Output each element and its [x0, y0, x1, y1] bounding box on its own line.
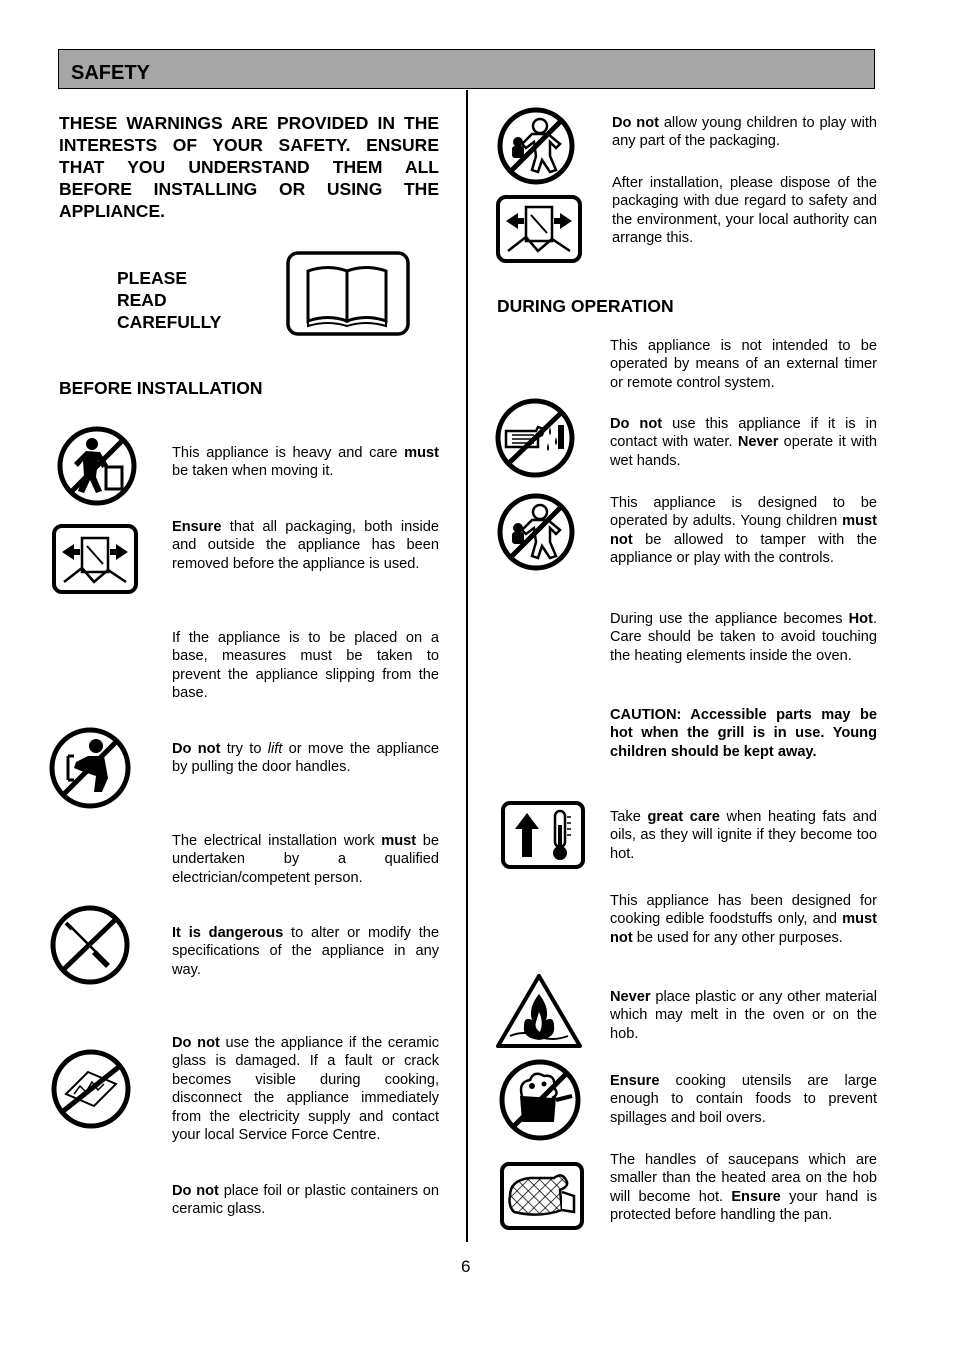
section-header [58, 49, 875, 89]
oven-glove-icon [500, 1162, 584, 1230]
fire-hazard-icon [494, 972, 584, 1050]
food-only-text: This appliance has been designed for cooking edible foodstuffs only, and must not be used for any other purposes. [610, 893, 877, 946]
hot-fats-text: Take great care when heating fats and oils, as they will ignite if they become too hot. [610, 809, 877, 862]
no-child-play-icon [496, 106, 576, 186]
timer-text: This appliance is not intended to be operated by means of an external timer or remote control system. [610, 338, 877, 391]
packaging-disposal-icon [496, 195, 582, 263]
open-book-icon [286, 251, 410, 336]
heavy-lifting-icon [56, 425, 138, 507]
no-plastic-text: Never place plastic or any other material which may melt in the oven or on the hob. [610, 989, 877, 1042]
section-title: SAFETY [71, 62, 150, 84]
large-utensils-text: Ensure cooking utensils are large enough to contain foods to prevent spillages and boil overs. [610, 1073, 877, 1126]
children-packaging-text: Do not allow young children to play with any part of the packaging. [612, 115, 877, 150]
column-divider [466, 90, 468, 1242]
no-child-tamper-icon [496, 492, 576, 572]
base-text: If the appliance is to be placed on a base, measures must be taken to prevent the appliance slipping from the base. [172, 630, 439, 702]
no-wet-hands-icon [494, 397, 576, 479]
hot-appliance-text: During use the appliance becomes Hot. Care should be taken to avoid touching the heating elements inside the oven. [610, 611, 877, 664]
saucepan-handles-text: The handles of saucepans which are smaller than the heated area on the hob will become hot. Ensure your hand is protected before handling the pan. [610, 1152, 877, 1224]
electrical-installation-text: The electrical installation work must be undertaken by a qualified electrician/competent person. [172, 833, 440, 886]
remove-packaging-icon [52, 524, 138, 594]
during-operation-heading: DURING OPERATION [497, 296, 674, 316]
no-foil-text: Do not place foil or plastic containers on ceramic glass. [172, 1183, 439, 1218]
packaging-removal-text: Ensure that all packaging, both inside and outside the appliance has been removed before the appliance is used. [172, 519, 439, 572]
high-temperature-icon [501, 801, 585, 869]
adults-only-text: This appliance is designed to be operated by adults. Young children must not be allowed to tamper with the appliance or play with the controls. [610, 495, 877, 567]
water-warning-text: Do not use this appliance if it is in contact with water. Never operate it with wet hands. [610, 416, 878, 469]
no-screwdriver-icon [48, 904, 132, 986]
before-installation-heading: BEFORE INSTALLATION [59, 378, 263, 398]
boil-over-icon [498, 1058, 582, 1142]
caution-text: CAUTION: Accessible parts may be hot when the grill is in use. Young children should be kept away. [610, 707, 877, 760]
page-number: 6 [461, 1257, 471, 1276]
packaging-disposal-text: After installation, please dispose of the packaging with due regard to safety and the environment, your local authority can arrange this. [612, 175, 877, 247]
please-read-label: PLEASE READ CAREFULLY [117, 268, 222, 332]
intro-warning: THESE WARNINGS ARE PROVIDED IN THE INTERESTS OF YOUR SAFETY. ENSURE THAT YOU UNDERSTAND THEM ALL BEFORE INSTALLING OR USING THE APPLIANCE. [59, 113, 439, 221]
no-lift-text: Do not try to lift or move the appliance by pulling the door handles. [172, 741, 439, 776]
no-modify-text: It is dangerous to alter or modify the specifications of the appliance in any way. [172, 925, 439, 978]
heavy-warning-text: This appliance is heavy and care must be taken when moving it. [172, 445, 439, 480]
damaged-glass-text: Do not use the appliance if the ceramic glass is damaged. If a fault or crack becomes visible during cooking, disconnect the appliance immediately from the electricity supply and contact your local Service Force Centre. [172, 1035, 439, 1144]
cracked-glass-icon [50, 1048, 132, 1130]
no-pulling-door-icon [48, 726, 132, 810]
